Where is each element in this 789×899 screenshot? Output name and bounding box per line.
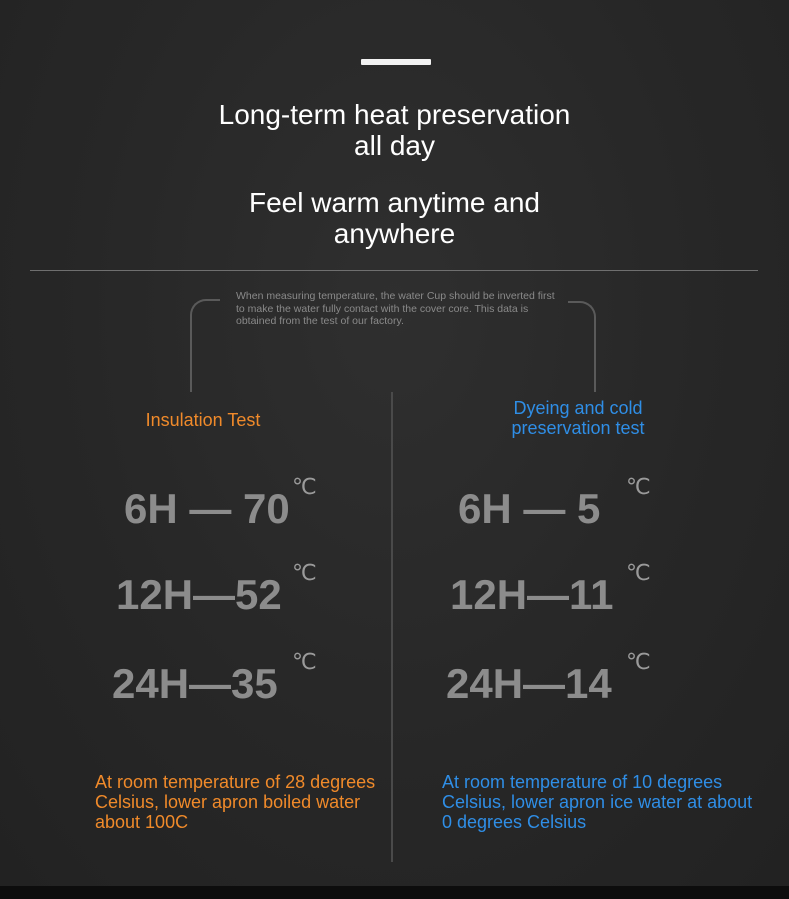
reading-value: 24H—14 [446,660,612,707]
reading-value: 12H—11 [450,571,614,618]
celsius-unit: ℃ [292,560,317,585]
bracket-right [568,301,596,392]
cold-title-line: preservation test [511,418,645,438]
insulation-test-title: Insulation Test [145,410,261,430]
celsius-unit: ℃ [292,649,317,674]
bracket-left [190,299,220,392]
divider [30,270,758,271]
reading-value: 24H—35 [112,660,278,707]
headline-line: anywhere [333,218,456,249]
reading-value: 6H — 5 [458,485,601,532]
celsius-unit: ℃ [626,649,651,674]
cold-footnote: At room temperature of 10 degrees Celsius, lower apron ice water at about 0 degrees Celsius [442,772,753,832]
cold-title-line: Dyeing and cold [513,398,643,418]
headline-heat-preservation [0,99,789,161]
bottom-strip [0,886,789,899]
headline-line: Feel warm anytime and [248,187,540,218]
insulation-footnote: At room temperature of 28 degrees Celsius, lower apron boiled water about 100C [95,772,376,832]
measurement-note: When measuring temperature, the water Cup should be inverted first to make the water fully contact with the cover core. This data is obtained from the test of our factory. [236,290,555,327]
headline-line: all day [354,130,435,161]
headline-line: Long-term heat preservation [218,99,571,130]
reading-value: 12H—52 [116,571,282,618]
celsius-unit: ℃ [626,560,651,585]
column-divider [391,392,393,862]
celsius-unit: ℃ [626,474,651,499]
celsius-unit: ℃ [292,474,317,499]
decorative-bar [361,59,431,65]
headline-feel-warm [0,187,789,249]
reading-value: 6H — 70 [124,485,290,532]
cold-test-title [468,398,688,438]
